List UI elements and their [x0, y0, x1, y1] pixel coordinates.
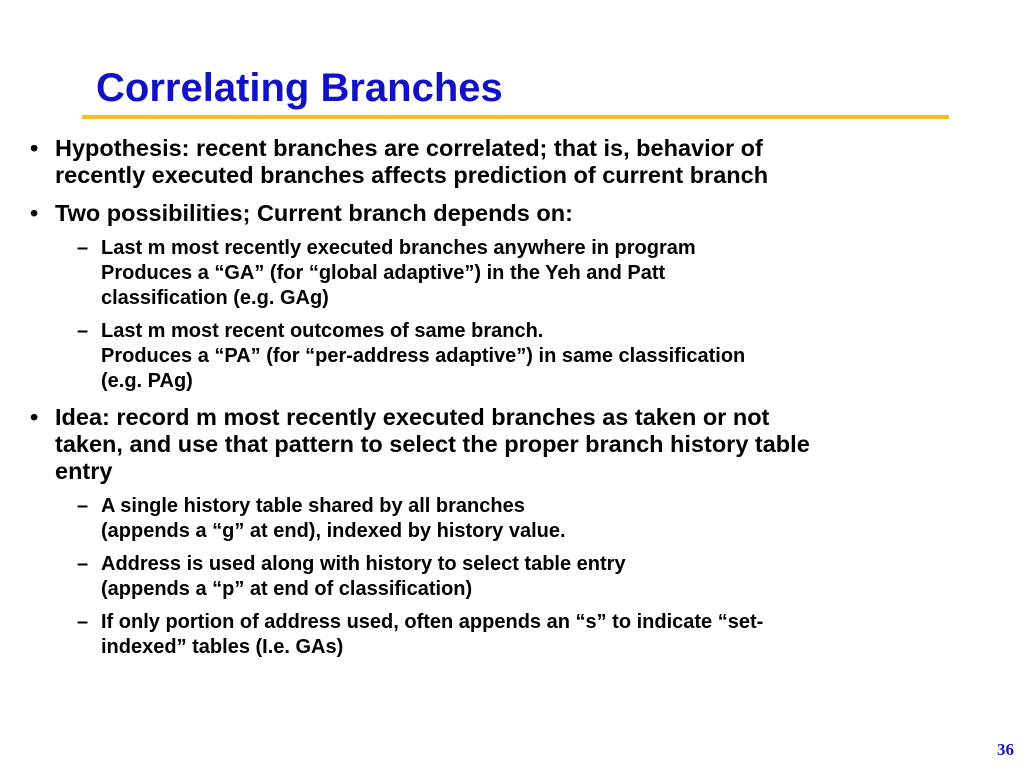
- sub-bullet-text-line: (e.g. PAg): [101, 370, 193, 392]
- dash-marker: –: [77, 320, 89, 342]
- bullet-text-line: Two possibilities; Current branch depends on:: [55, 200, 573, 226]
- bullet-marker: •: [30, 200, 39, 226]
- sub-bullet-text-line: Last m most recent outcomes of same branch.: [101, 320, 544, 342]
- sub-bullet-text-line: A single history table shared by all branches: [101, 495, 525, 517]
- sub-bullet-text-line: Produces a “GA” (for “global adaptive”) in the Yeh and Patt: [101, 262, 666, 284]
- dash-marker: –: [77, 237, 89, 259]
- bullet-text-line: Idea: record m most recently executed branches as taken or not: [55, 404, 770, 430]
- dash-marker: –: [77, 495, 89, 517]
- bullet-text-line: Hypothesis: recent branches are correlated; that is, behavior of: [55, 135, 763, 161]
- bullet-marker: •: [30, 135, 39, 161]
- slide-title: Correlating Branches: [96, 66, 503, 110]
- bullet-text-line: taken, and use that pattern to select the proper branch history table: [55, 431, 810, 457]
- sub-bullet-text-line: If only portion of address used, often appends an “s” to indicate “set-: [101, 611, 764, 633]
- sub-bullet-text-line: indexed” tables (I.e. GAs): [101, 636, 344, 658]
- page-number: 36: [997, 740, 1014, 759]
- sub-bullet-text-line: Address is used along with history to select table entry: [101, 553, 626, 575]
- sub-bullet-text-line: classification (e.g. GAg): [101, 287, 329, 309]
- title-underline: [82, 115, 949, 119]
- sub-bullet-text-line: (appends a “p” at end of classification): [101, 578, 473, 600]
- bullet-text-line: entry: [55, 458, 113, 484]
- bullet-text-line: recently executed branches affects prediction of current branch: [55, 162, 769, 188]
- dash-marker: –: [77, 553, 89, 575]
- dash-marker: –: [77, 611, 89, 633]
- bullet-marker: •: [30, 404, 39, 430]
- sub-bullet-text-line: Last m most recently executed branches anywhere in program: [101, 237, 696, 259]
- sub-bullet-text-line: Produces a “PA” (for “per-address adaptive”) in same classification: [101, 345, 746, 367]
- sub-bullet-text-line: (appends a “g” at end), indexed by history value.: [101, 520, 566, 542]
